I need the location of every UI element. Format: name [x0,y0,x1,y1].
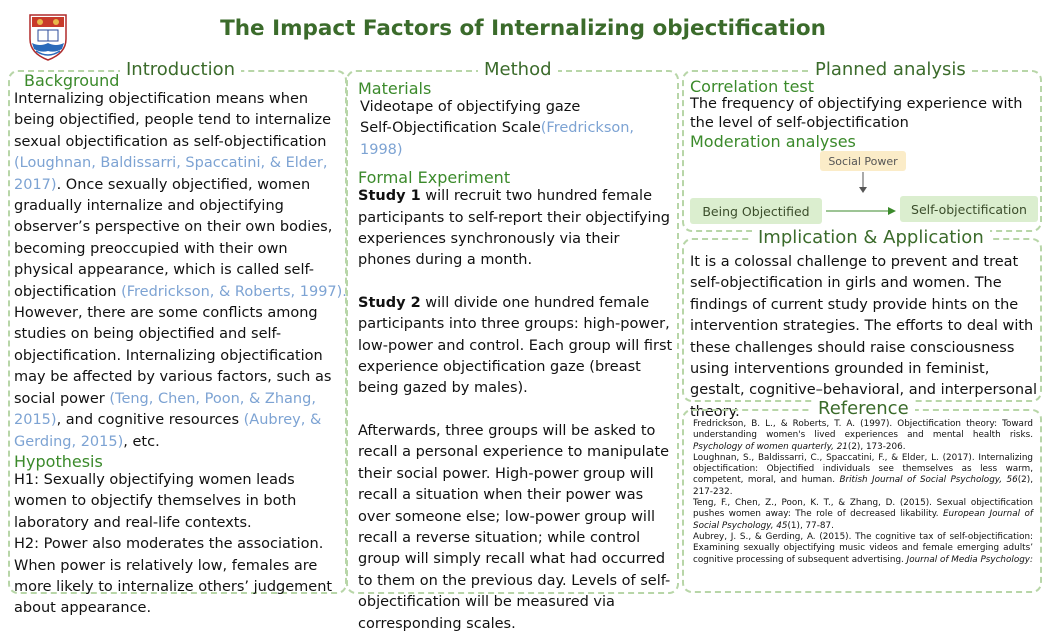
planned-analysis-heading: Planned analysis [809,59,972,81]
study-label: Study 1 [358,188,421,205]
hypothesis-1: H1: Sexually objectifying women leads women to objectify themselves in both laboratory and real-life contexts. [14,471,297,531]
reference-text: Fredrickson, B. L., & Roberts, T. A. (1997). Objectification theory: Toward understanding women's lived experiences and mental health risks. [693,419,1033,441]
reference-tail: (2), 173-206. [847,441,906,452]
citation: (Teng, Chen, Poon, & Zhang, 2015) [14,390,316,429]
hypothesis-2: H2: Power also moderates the association. When power is relatively low, females are more likely to internalize others’ judgement about appearance. [14,536,333,617]
reference-journal: European Journal of Social Psychology, 45 [693,509,1034,531]
reference-text: Loughnan, S., Baldissarri, C., Spaccatini, F., & Elder, L. (2017). Internalizing objectification: Objectified individuals see themselves as less warm, competent, moral, and human. [693,452,1033,486]
study-description: will recruit two hundred female participants to self-report their objectifying experiences synchronously via their phones during a month. [358,188,670,269]
introduction-heading: Introduction [120,59,241,81]
citation: (Fredrickson, 1998) [360,120,635,158]
materials-heading: Materials [358,79,432,98]
material-item [358,118,674,161]
predictor-box: Being Objectified [690,198,822,224]
citation: (Fredrickson, & Roberts, 1997). [121,283,347,300]
implication-text: It is a colossal challenge to prevent and treat self-objectification in girls and women. The findings of current study provide hints on the intervention strategies. The efforts to deal with these challenges should raise consciousness using interventions grounded in feminist, gestalt, cognitive–behavioral, and interpersonal theory. [690,254,1037,420]
reference-text: Teng, F., Chen, Z., Poon, K. T., & Zhang, D. (2015). Sexual objectification pushes women away: The role of decreased likability. [693,498,1033,520]
study-1-text [358,186,674,272]
introduction-panel [8,59,347,617]
reference-journal: Psychology of women quarterly, 21 [693,441,848,452]
reference-heading: Reference [812,398,915,420]
reference-item [693,498,1033,532]
correlation-heading: Correlation test [690,77,815,96]
afterwards-text: Afterwards, three groups will be asked to recall a personal experience to manipulate their social power. High-power group will recall a situation when their power was over someone else; low-power group will recall a reverse situation; while control group will simply recall what had occurred to them on the previous day. Levels of self-objectification will be measured via corresponding scales. [358,422,671,632]
page-title: The Impact Factors of Internalizing objectification [220,16,826,41]
moderation-diagram [690,151,1042,223]
correlation-text: The frequency of objectifying experience with the level of self-objectification [690,96,1023,131]
reference-text: Aubrey, J. S., & Gerding, A. (2015). The cognitive tax of self-objectification: Examining sexually objectifying music videos and female emerging adults’ cognitive processing of subsequent advertising. [693,531,1033,565]
reference-journal: Journal of Media Psychology: [906,554,1033,565]
reference-item [693,453,1033,498]
reference-tail: (1), 77-87. [787,520,834,531]
outcome-box: Self-objectification [900,196,1038,222]
reference-tail: (2), 217-232. [693,475,1033,497]
background-text [14,89,350,453]
background-text-part: , and cognitive resources [56,412,244,429]
hypothesis-heading: Hypothesis [14,451,103,471]
method-panel [346,59,679,632]
background-text-part: . Once sexually objectified, women gradually internalize and objectifying observer’s perspective on their own bodies, becoming preoccupied with their own physical appearance, which is called self-objectification [14,176,333,300]
study-2-text [358,293,674,400]
study-description: will divide one hundred female participants into three groups: high-power, low-power and control. Each group will first experience objectification gaze (breast being gazed by males). [358,294,673,397]
reference-item [693,419,1033,453]
citation: (Aubrey, & Gerding, 2015) [14,412,322,450]
material-name: Self-Objectification Scale [360,120,541,137]
study-label: Study 2 [358,294,421,311]
implication-heading: Implication & Application [752,227,990,249]
background-text-part: Internalizing objectification means when being objectified, people tend to internalize sexual objectification as self-objectification [14,91,332,150]
background-text-part: However, there are some conflicts among studies on being objectified and self-objectification. Internalizing objectification may be affected by various factors, such as social power [14,305,332,407]
planned-analysis-panel [682,59,1042,232]
material-item: Videotape of objectifying gaze [360,99,581,115]
reference-panel [682,398,1042,593]
method-heading: Method [478,59,558,81]
citation: (Loughnan, Baldissarri, Spaccatini, & Elder, 2017) [14,155,328,193]
moderation-heading: Moderation analyses [690,132,856,151]
reference-journal: British Journal of Social Psychology, 56 [839,475,1018,486]
background-heading: Background [24,71,120,90]
background-text-part: , etc. [123,433,160,450]
reference-item [693,532,1033,566]
experiment-heading: Formal Experiment [358,168,511,188]
moderator-box: Social Power [820,151,906,171]
